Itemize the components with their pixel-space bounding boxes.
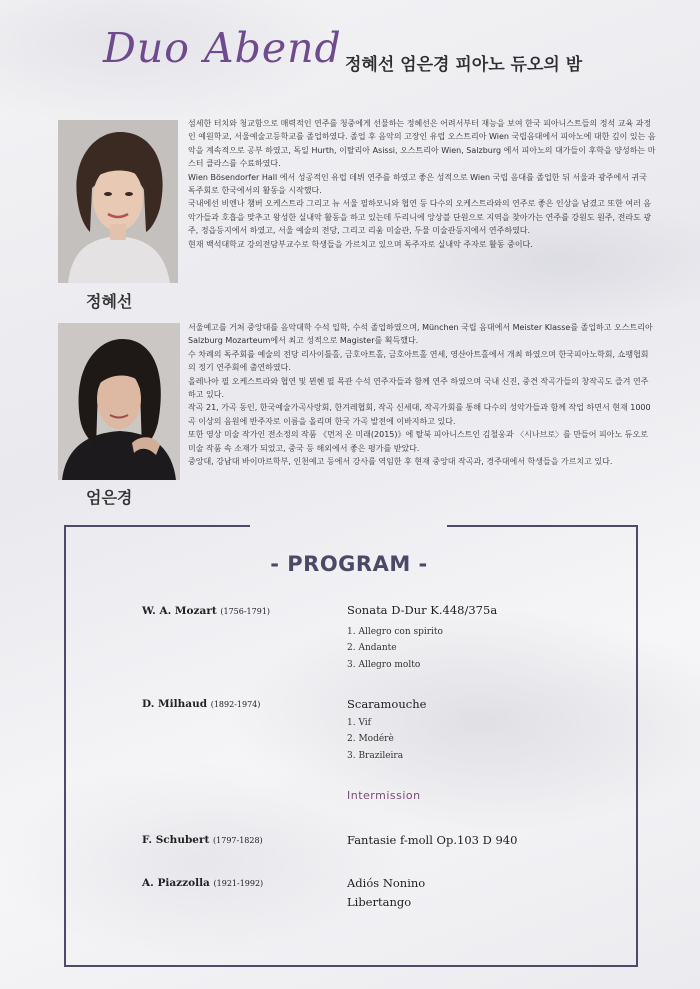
performer-photo-1 <box>58 120 178 283</box>
movement: 2. Andante <box>347 643 397 653</box>
program-frame-top-right <box>447 525 636 527</box>
composer-name: A. Piazzolla <box>142 877 210 889</box>
bio-paragraph: 중앙대, 강남대 바이마르학부, 인천예고 등에서 강사를 역임한 후 현재 중앙대 작곡과, 경주대에서 학생들을 가르치고 있다. <box>188 457 613 467</box>
performer-photo-2 <box>58 323 180 480</box>
composer-milhaud <box>142 698 260 710</box>
performer-bio-1 <box>188 117 656 251</box>
work-title: Libertango <box>347 895 412 909</box>
work-title: Scaramouche <box>347 697 427 711</box>
movement: 3. Allegro molto <box>347 660 421 670</box>
performer-name-2: 엄은경 <box>86 488 133 507</box>
composer-piazzolla <box>142 877 263 889</box>
program-frame-top-left <box>64 525 250 527</box>
bio-paragraph: 작곡 21, 가곡 동인, 한국예술가곡사랑회, 한겨레협회, 작곡 신세대, 작곡가회를 통해 다수의 성악가들과 함께 작업 하면서 현재 1000곡 이상의 음원에 반주자로 이름을 올리며 한국 가곡 발전에 이바지하고 있다. <box>188 403 651 426</box>
performer-name-1: 정혜선 <box>86 292 133 311</box>
title-ko: 정혜선 엄은경 피아노 듀오의 밤 <box>345 55 583 75</box>
composer-mozart <box>142 605 270 617</box>
movement: 3. Brazileira <box>347 751 404 761</box>
work-title: Adiós Nonino <box>347 876 426 890</box>
bio-paragraph: 수 차례의 독주회를 예술의 전당 리사이틀홀, 금호아트홀, 금호아트홀 연세, 영산아트홀에서 개최 하였으며 한국피아노학회, 쇼팽협회의 정기 연주회에 출연하였다. <box>188 349 649 373</box>
title-en: Duo Abend <box>103 24 342 72</box>
movement: 2. Modérè <box>347 734 394 744</box>
bio-paragraph: 또한 영상 미술 작가인 전소정의 작품 《먼저 온 미래(2015)》에 탈북 피아니스트인 김철웅과 〈시나브로〉를 만들어 피아노 듀오로 미술 작품 속 소재가 되었고, 중국 등 해외에서 좋은 평가를 받았다. <box>188 430 648 453</box>
work-title: Sonata D-Dur K.448/375a <box>347 603 498 617</box>
bio-paragraph: 올레나아 필 오케스트라와 협연 및 뮌헨 필 목관 수석 연주자들과 함께 연주 하였으며 국내 신진, 중견 작곡가들의 창작곡도 즐겨 연주 하고 있다. <box>188 376 649 400</box>
program-title: - PROGRAM - <box>270 552 428 576</box>
work-title: Fantasie f-moll Op.103 D 940 <box>347 833 518 847</box>
composer-schubert <box>142 834 263 846</box>
composer-years: (1797-1828) <box>213 836 263 845</box>
bio-paragraph: 현재 백석대학교 강의전담부교수로 학생들을 가르치고 있으며 독주자로 실내악 주자로 활동 중이다. <box>188 239 533 249</box>
intermission-label: Intermission <box>347 789 421 802</box>
movement: 1. Allegro con spirito <box>347 627 443 637</box>
movement: 1. Vif <box>347 718 371 728</box>
composer-name: F. Schubert <box>142 834 210 846</box>
performer-bio-2 <box>188 321 656 468</box>
composer-name: W. A. Mozart <box>142 605 217 617</box>
bio-paragraph: 국내에선 비엔나 챔버 오케스트라 그리고 뉴 서울 필하모니와 협연 등 다수의 오케스트라와의 연주로 좋은 인상을 남겼고 또한 여러 음악가들과 호흡을 맞추고 왕성한 실내악 활동을 하고 있는데 두리니에 앙상블 단원으로 지역을 찾아가는 연주를 강원도 원주, 전라도 광주, 정읍등지에서 하였고, 서울 예술의 전당, 그리고 리움 미술관, 두물 미술관등지에서 연주하였다. <box>188 199 652 236</box>
bio-paragraph: 서울예고를 거쳐 중앙대를 음악대학 수석 입학, 수석 졸업하였으며, München 국립 음대에서 Meister Klasse를 졸업하고 오스트리아 Salzburg Mozarteum에서 최고 성적으로 Magister를 획득했다. <box>188 323 653 346</box>
composer-years: (1892-1974) <box>210 700 261 709</box>
bio-paragraph: Wien Bösendorfer Hall 에서 성공적인 유럽 데뷔 연주를 하였고 좋은 성적으로 Wien 국립 음대를 졸업한 뒤 서울과 광주에서 귀국 독주회로 한국에서의 활동을 시작했다. <box>188 172 647 196</box>
bio-paragraph: 섬세한 터치와 청교함으로 매력적인 연주를 청중에게 선물하는 정혜선은 어려서부터 재능을 보여 한국 피아니스트들의 정석 교육 과정인 예원학교, 서울예술고등학교를 졸업하였다. 졸업 후 음악의 고장인 유럽 오스트리아 Wien 국립음대에서 피아노에 대한 깊이 있는 음악을 계속적으로 공부 하였고, 독일 Hurth, 이탈리아 Asissi, 오스트리아 Wien, Salzburg 에서 피아노의 대가들이 후학을 양성하는 마스터 클라스를 수료하였다. <box>188 119 656 169</box>
composer-years: (1921-1992) <box>213 879 264 888</box>
composer-years: (1756-1791) <box>220 607 271 616</box>
composer-name: D. Milhaud <box>142 698 208 710</box>
